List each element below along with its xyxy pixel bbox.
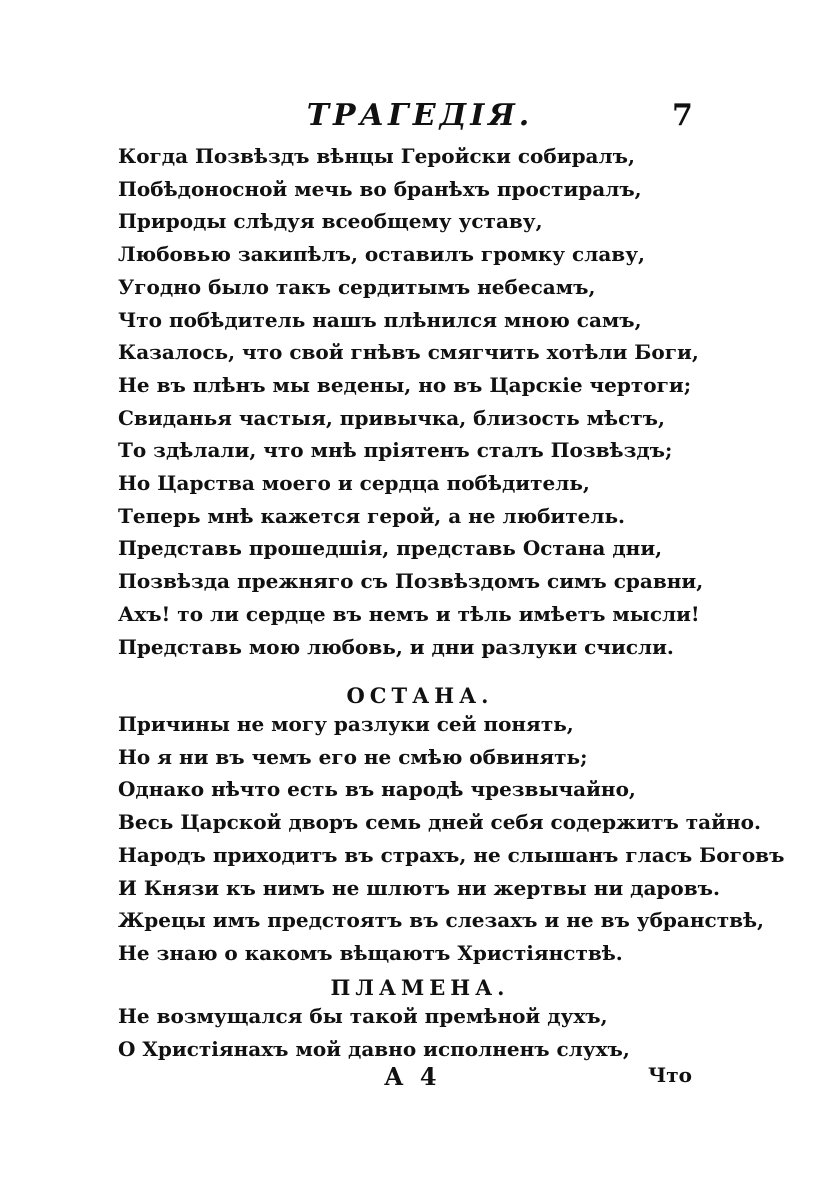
verse-line: Не знаю о какомъ вѣщаютъ Христiянствѣ. (118, 940, 623, 965)
verse-line: Позвѣзда прежняго съ Позвѣздомъ симъ сравни, (118, 569, 704, 594)
verse-line: Не въ плѣнъ мы ведены, но въ Царскiе чертоги; (118, 372, 692, 397)
verse-line: Весь Царской дворъ семь дней себя содержитъ тайно. (118, 810, 761, 835)
verse-line: О Христiянахъ мой давно исполненъ слухъ, (118, 1036, 630, 1061)
verse-line: Любовью закипѣлъ, оставилъ громку славу, (118, 242, 645, 267)
speaker-heading-plamena: ПЛАМЕНА. (330, 975, 510, 1000)
verse-line: Но я ни въ чемъ его не смѣю обвинять; (118, 744, 588, 769)
verse-line: Природы слѣдуя всеобщему уставу, (118, 209, 543, 234)
running-title: ТРАГЕДIЯ. (306, 98, 534, 133)
verse-line: Теперь мнѣ кажется герой, а не любитель. (118, 503, 626, 528)
catchword: Что (648, 1063, 692, 1087)
verse-line: Народъ приходитъ въ страхъ, не слышанъ гласъ Боговъ (118, 842, 785, 867)
verse-line: Представь мою любовь, и дни разлуки счисли. (118, 634, 674, 659)
verse-line: Угодно было такъ сердитымъ небесамъ, (118, 274, 596, 299)
verse-line: Не возмущался бы такой премѣной духъ, (118, 1004, 608, 1028)
verse-stanza-3 (118, 1000, 718, 1065)
verse-line: И Князи къ нимъ не шлютъ ни жертвы ни даровъ. (118, 875, 720, 900)
verse-stanza-2 (118, 708, 785, 970)
verse-line: Однако нѣчто есть въ народѣ чрезвычайно, (118, 777, 636, 802)
speaker-heading-ostana: ОСТАНА. (346, 683, 494, 708)
verse-line: Причины не могу разлуки сей понять, (118, 712, 574, 736)
verse-line: Жрецы имъ предстоятъ въ слезахъ и не въ убранствѣ, (118, 908, 765, 933)
verse-line: Представь прошедшiя, представь Остана дни, (118, 536, 663, 561)
verse-line: Побѣдоносной мечь во бранѣхъ простиралъ, (118, 176, 642, 201)
signature-mark: А 4 (384, 1062, 441, 1091)
verse-line: Но Царства моего и сердца побѣдитель, (118, 471, 590, 496)
verse-line: Казалось, что свой гнѣвъ смягчить хотѣли Боги, (118, 340, 699, 365)
verse-line: Что побѣдитель нашъ плѣнился мною самъ, (118, 307, 642, 332)
verse-line: Когда Позвѣздъ вѣнцы Геройски собиралъ, (118, 144, 635, 168)
verse-stanza-1 (118, 140, 718, 663)
verse-line: Свиданья частыя, привычка, близость мѣстъ, (118, 405, 665, 430)
verse-line: Ахъ! то ли сердце въ немъ и тѣль имѣетъ мысли! (118, 601, 700, 626)
verse-line: То здѣлали, что мнѣ прiятенъ сталъ Позвѣздъ; (118, 438, 673, 463)
page-number: 7 (672, 98, 693, 133)
